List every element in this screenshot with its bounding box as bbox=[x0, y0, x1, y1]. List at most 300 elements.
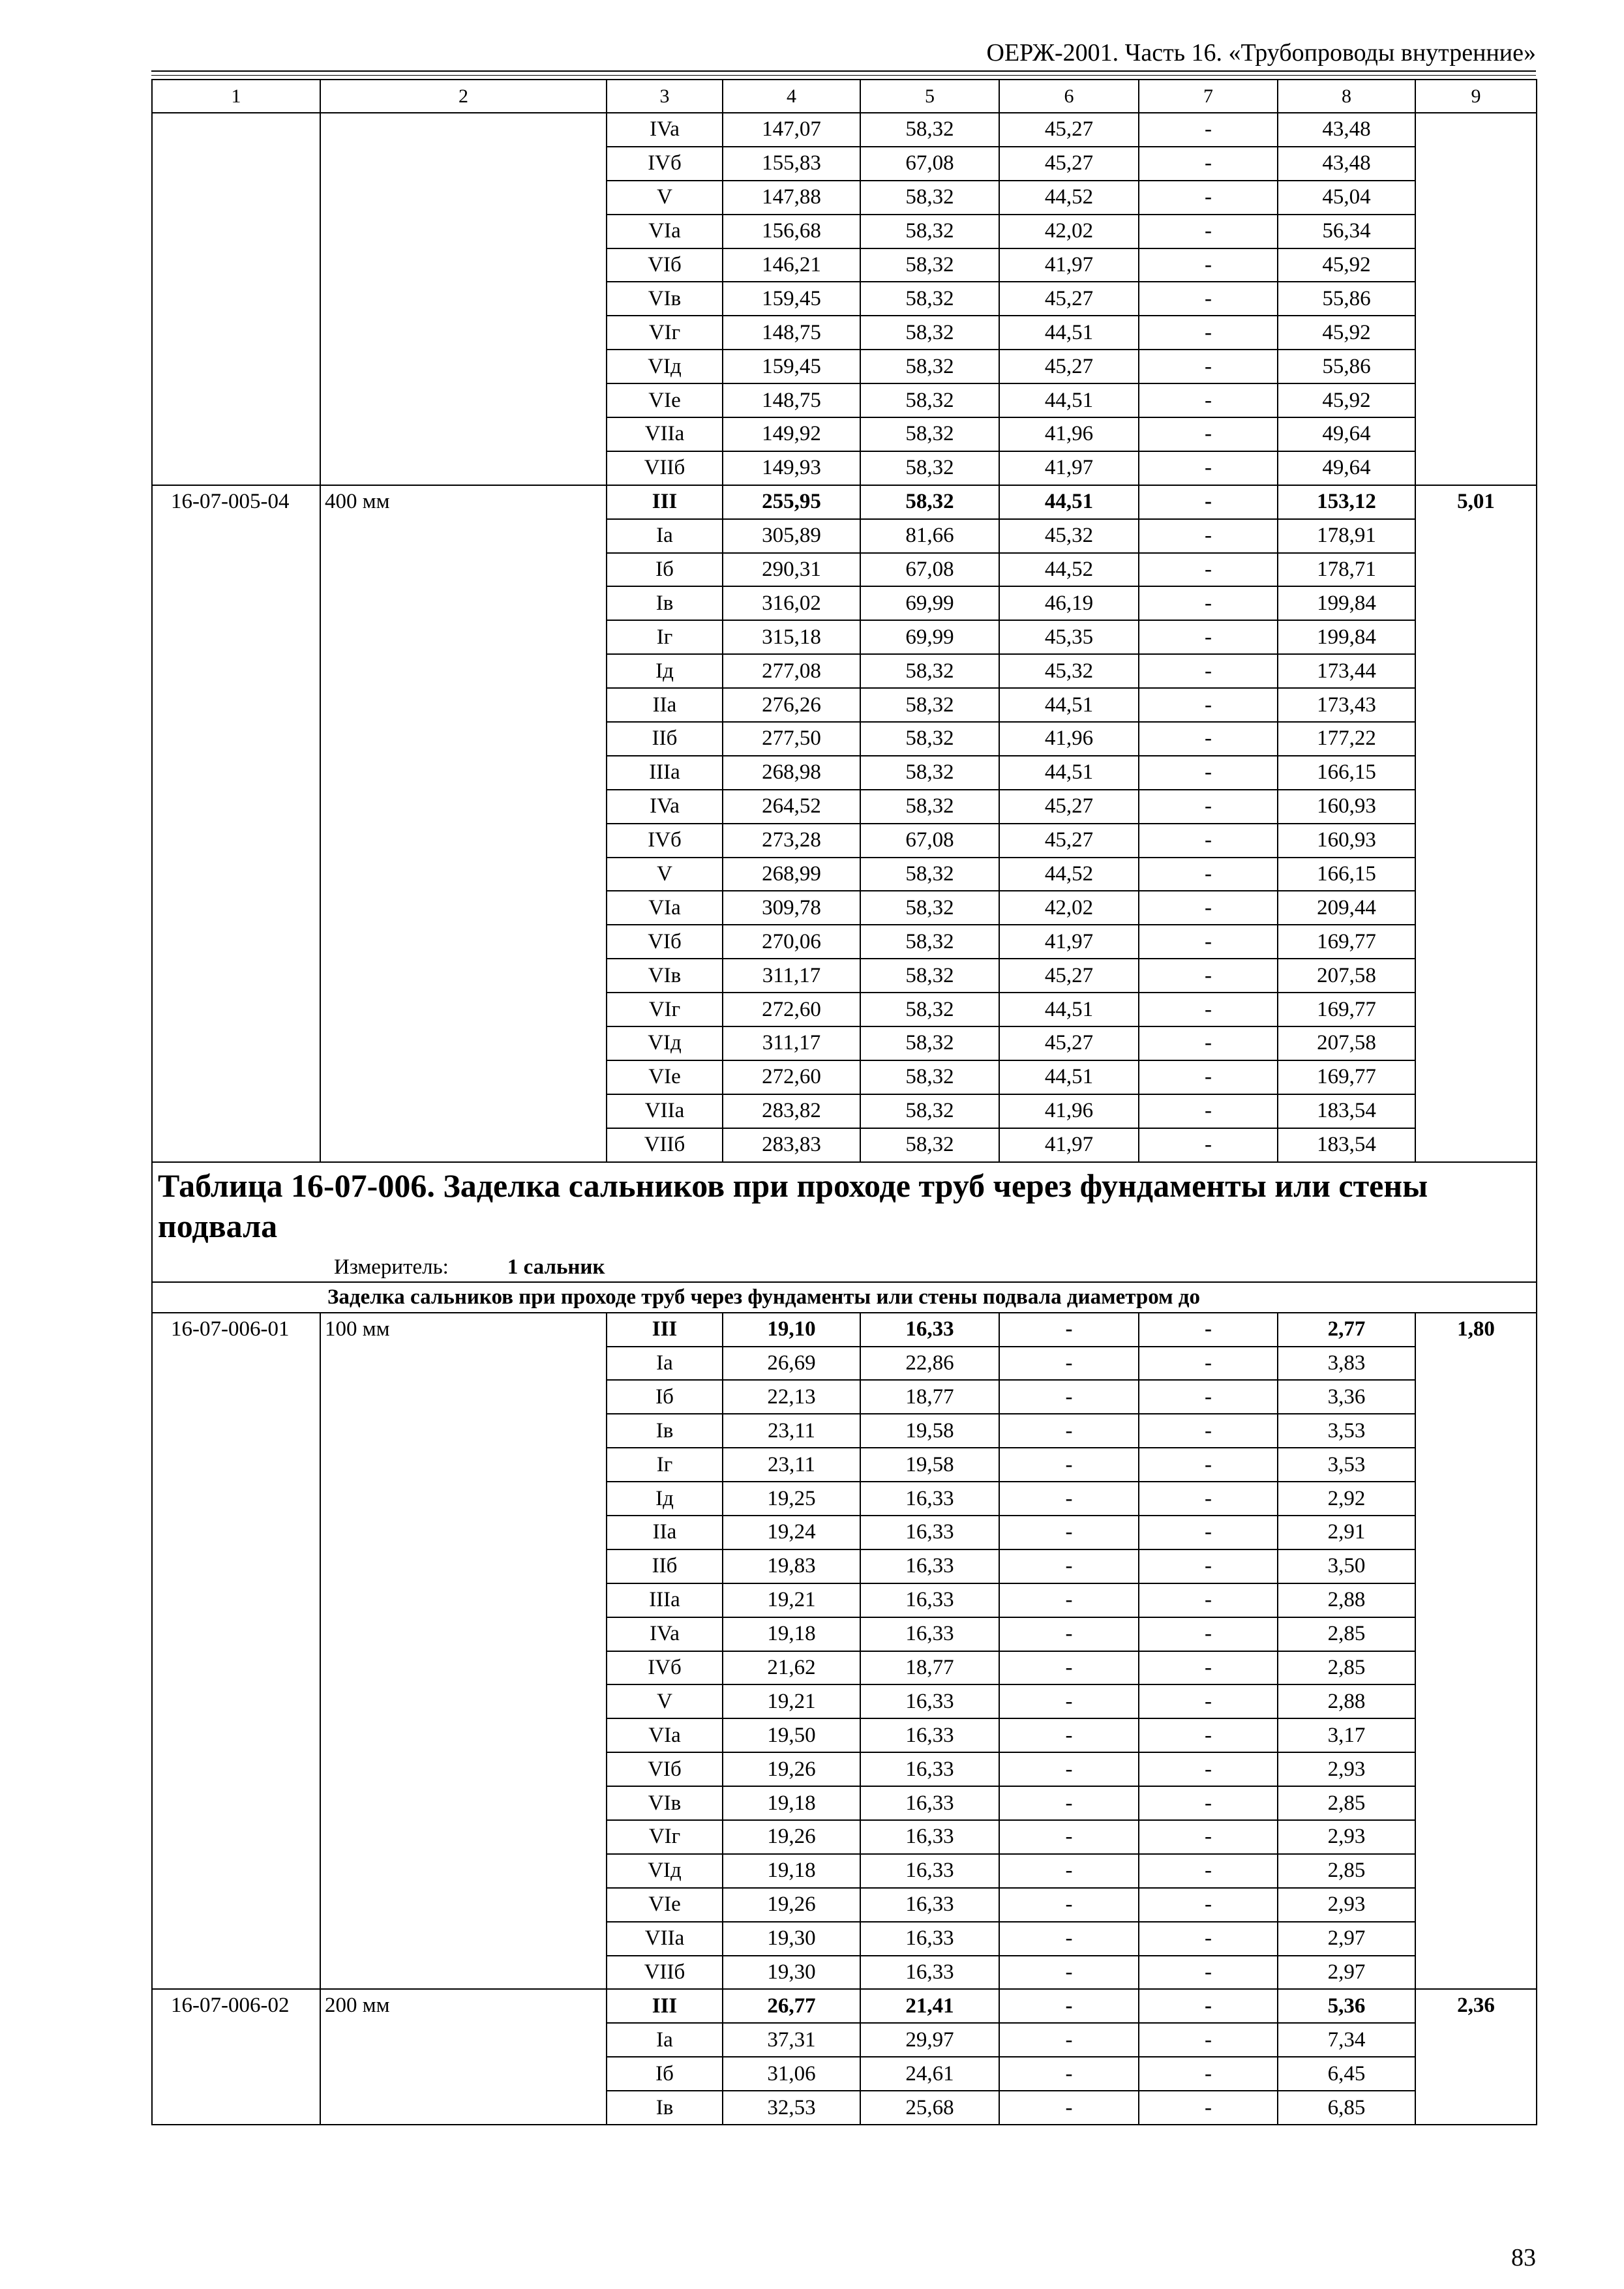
cell-col-5: 58,32 bbox=[860, 215, 999, 248]
cell-col-4: 19,50 bbox=[723, 1718, 860, 1752]
cell-col-6: 44,51 bbox=[999, 993, 1139, 1026]
cell-col-4: 146,21 bbox=[723, 248, 860, 282]
cell-col-5: 16,33 bbox=[860, 1516, 999, 1549]
rate-code: 16-07-006-01 bbox=[152, 1313, 320, 1990]
cell-col-3: V bbox=[607, 858, 723, 891]
cell-col-8: 2,85 bbox=[1278, 1854, 1415, 1888]
cell-col-7: - bbox=[1139, 181, 1278, 215]
cell-col-4: 19,30 bbox=[723, 1922, 860, 1956]
cell-col-5: 58,32 bbox=[860, 181, 999, 215]
cell-col-3: VIe bbox=[607, 1888, 723, 1922]
cell-col-7: - bbox=[1139, 824, 1278, 858]
cell-col-3: Iб bbox=[607, 2057, 723, 2091]
cell-col-5: 58,32 bbox=[860, 688, 999, 722]
cell-col-7: - bbox=[1139, 1956, 1278, 1990]
column-number-row bbox=[152, 80, 1537, 113]
cell-col-4: 159,45 bbox=[723, 350, 860, 383]
cell-col-6: 41,96 bbox=[999, 722, 1139, 756]
cell-col-6: - bbox=[999, 1549, 1139, 1583]
cell-col-4: 272,60 bbox=[723, 993, 860, 1026]
cell-col-7: - bbox=[1139, 1786, 1278, 1820]
cell-col-3: IVб bbox=[607, 1651, 723, 1685]
cell-col-8: 45,92 bbox=[1278, 316, 1415, 350]
cell-col-7: - bbox=[1139, 1684, 1278, 1718]
cell-col-4: 32,53 bbox=[723, 2091, 860, 2125]
cell-col-8: 45,92 bbox=[1278, 383, 1415, 417]
cell-col-6: - bbox=[999, 1989, 1139, 2023]
cell-col-6: 45,27 bbox=[999, 790, 1139, 824]
cell-col-4: 149,92 bbox=[723, 417, 860, 451]
cell-col-3: VIa bbox=[607, 1718, 723, 1752]
cell-col-3: III bbox=[607, 1313, 723, 1347]
cell-col-7: - bbox=[1139, 891, 1278, 925]
cell-col-7: - bbox=[1139, 451, 1278, 485]
column-number: 7 bbox=[1139, 80, 1278, 113]
cell-col-5: 16,33 bbox=[860, 1684, 999, 1718]
cell-col-3: IVa bbox=[607, 113, 723, 147]
cell-col-3: IVa bbox=[607, 790, 723, 824]
cell-col-8: 43,48 bbox=[1278, 147, 1415, 181]
cell-col-4: 148,75 bbox=[723, 383, 860, 417]
cell-col-7: - bbox=[1139, 688, 1278, 722]
cell-col-7: - bbox=[1139, 113, 1278, 147]
cell-col-6: - bbox=[999, 1888, 1139, 1922]
cell-col-8: 45,04 bbox=[1278, 181, 1415, 215]
cell-col-4: 21,62 bbox=[723, 1651, 860, 1685]
cell-col-3: VIe bbox=[607, 383, 723, 417]
cell-col-8: 209,44 bbox=[1278, 891, 1415, 925]
cell-col-6: 44,51 bbox=[999, 1060, 1139, 1094]
labor-cost: 1,80 bbox=[1415, 1313, 1537, 1990]
cell-col-4: 23,11 bbox=[723, 1414, 860, 1448]
cell-col-8: 2,88 bbox=[1278, 1684, 1415, 1718]
cell-col-8: 6,85 bbox=[1278, 2091, 1415, 2125]
cell-col-4: 23,11 bbox=[723, 1448, 860, 1482]
cell-col-4: 283,82 bbox=[723, 1094, 860, 1128]
cell-col-7: - bbox=[1139, 586, 1278, 620]
cell-col-8: 207,58 bbox=[1278, 959, 1415, 993]
cell-col-3: VIб bbox=[607, 1752, 723, 1786]
cell-col-7: - bbox=[1139, 722, 1278, 756]
cell-col-8: 199,84 bbox=[1278, 620, 1415, 654]
cell-col-5: 58,32 bbox=[860, 925, 999, 959]
cell-col-4: 19,26 bbox=[723, 1820, 860, 1854]
cell-col-7: - bbox=[1139, 1617, 1278, 1651]
cell-col-7: - bbox=[1139, 1888, 1278, 1922]
cell-col-8: 183,54 bbox=[1278, 1128, 1415, 1162]
cell-col-5: 18,77 bbox=[860, 1651, 999, 1685]
cell-col-3: VIд bbox=[607, 1854, 723, 1888]
cell-col-5: 58,32 bbox=[860, 282, 999, 316]
cell-col-3: VIe bbox=[607, 1060, 723, 1094]
cell-col-7: - bbox=[1139, 553, 1278, 587]
cell-col-3: VIIa bbox=[607, 1094, 723, 1128]
cell-col-7: - bbox=[1139, 282, 1278, 316]
cell-col-7: - bbox=[1139, 1854, 1278, 1888]
cell-col-5: 58,32 bbox=[860, 316, 999, 350]
labor-cost: 2,36 bbox=[1415, 1989, 1537, 2125]
table-title-row bbox=[152, 1162, 1537, 1282]
cell-col-3: Iб bbox=[607, 553, 723, 587]
cell-col-4: 268,98 bbox=[723, 756, 860, 790]
cell-col-8: 7,34 bbox=[1278, 2023, 1415, 2057]
cell-col-5: 16,33 bbox=[860, 1313, 999, 1347]
cell-col-5: 18,77 bbox=[860, 1380, 999, 1414]
cell-col-7: - bbox=[1139, 519, 1278, 553]
cell-col-5: 16,33 bbox=[860, 1752, 999, 1786]
extra-cell-empty bbox=[1415, 113, 1537, 485]
cell-col-7: - bbox=[1139, 993, 1278, 1026]
cell-col-5: 16,33 bbox=[860, 1718, 999, 1752]
cell-col-4: 147,07 bbox=[723, 113, 860, 147]
cell-col-5: 21,41 bbox=[860, 1989, 999, 2023]
cell-col-4: 31,06 bbox=[723, 2057, 860, 2091]
cell-col-4: 311,17 bbox=[723, 959, 860, 993]
cell-col-3: VIIб bbox=[607, 451, 723, 485]
column-number: 4 bbox=[723, 80, 860, 113]
cell-col-5: 22,86 bbox=[860, 1347, 999, 1381]
cell-col-6: 41,96 bbox=[999, 1094, 1139, 1128]
cell-col-4: 305,89 bbox=[723, 519, 860, 553]
cell-col-8: 160,93 bbox=[1278, 824, 1415, 858]
cell-col-6: 44,52 bbox=[999, 553, 1139, 587]
cell-col-4: 147,88 bbox=[723, 181, 860, 215]
cell-col-7: - bbox=[1139, 1718, 1278, 1752]
table-subtitle: Заделка сальников при проходе труб через фундаменты или стены подвала диаметром до bbox=[152, 1282, 1537, 1313]
cell-col-8: 169,77 bbox=[1278, 925, 1415, 959]
table-row bbox=[152, 1313, 1537, 1347]
cell-col-8: 3,50 bbox=[1278, 1549, 1415, 1583]
cell-col-6: - bbox=[999, 1583, 1139, 1617]
cell-col-7: - bbox=[1139, 1482, 1278, 1516]
cell-col-5: 19,58 bbox=[860, 1448, 999, 1482]
cell-col-3: VIг bbox=[607, 1820, 723, 1854]
cell-col-4: 315,18 bbox=[723, 620, 860, 654]
cell-col-8: 178,71 bbox=[1278, 553, 1415, 587]
cell-col-7: - bbox=[1139, 1060, 1278, 1094]
cell-col-8: 178,91 bbox=[1278, 519, 1415, 553]
cell-col-4: 19,21 bbox=[723, 1684, 860, 1718]
cell-col-8: 166,15 bbox=[1278, 858, 1415, 891]
cell-col-8: 43,48 bbox=[1278, 113, 1415, 147]
cell-col-3: Iг bbox=[607, 1448, 723, 1482]
cell-col-5: 58,32 bbox=[860, 417, 999, 451]
cell-col-4: 22,13 bbox=[723, 1380, 860, 1414]
cell-col-5: 58,32 bbox=[860, 113, 999, 147]
table-title-cell bbox=[152, 1162, 1537, 1282]
cell-col-7: - bbox=[1139, 417, 1278, 451]
cell-col-7: - bbox=[1139, 790, 1278, 824]
cell-col-5: 58,32 bbox=[860, 654, 999, 688]
cell-col-6: - bbox=[999, 1651, 1139, 1685]
cell-col-5: 16,33 bbox=[860, 1820, 999, 1854]
cell-col-6: - bbox=[999, 1820, 1139, 1854]
cell-col-3: V bbox=[607, 181, 723, 215]
cell-col-4: 19,21 bbox=[723, 1583, 860, 1617]
cell-col-8: 49,64 bbox=[1278, 451, 1415, 485]
cell-col-7: - bbox=[1139, 2023, 1278, 2057]
cell-col-8: 160,93 bbox=[1278, 790, 1415, 824]
cell-col-6: 45,35 bbox=[999, 620, 1139, 654]
cell-col-4: 276,26 bbox=[723, 688, 860, 722]
cell-col-6: - bbox=[999, 1482, 1139, 1516]
cell-col-4: 155,83 bbox=[723, 147, 860, 181]
cell-col-8: 2,92 bbox=[1278, 1482, 1415, 1516]
cell-col-3: VIa bbox=[607, 891, 723, 925]
cell-col-8: 2,91 bbox=[1278, 1516, 1415, 1549]
rate-description: 200 мм bbox=[320, 1989, 607, 2125]
cell-col-3: VIд bbox=[607, 350, 723, 383]
cell-col-8: 153,12 bbox=[1278, 485, 1415, 519]
cell-col-6: 44,51 bbox=[999, 316, 1139, 350]
cell-col-6: - bbox=[999, 1414, 1139, 1448]
cell-col-7: - bbox=[1139, 1026, 1278, 1060]
cell-col-6: 41,97 bbox=[999, 1128, 1139, 1162]
cell-col-8: 166,15 bbox=[1278, 756, 1415, 790]
cell-col-6: 45,27 bbox=[999, 1026, 1139, 1060]
cell-col-4: 149,93 bbox=[723, 451, 860, 485]
code-cell-empty bbox=[152, 113, 320, 485]
cell-col-4: 277,50 bbox=[723, 722, 860, 756]
cell-col-4: 311,17 bbox=[723, 1026, 860, 1060]
cell-col-5: 69,99 bbox=[860, 586, 999, 620]
cell-col-5: 29,97 bbox=[860, 2023, 999, 2057]
cell-col-5: 58,32 bbox=[860, 451, 999, 485]
cell-col-8: 177,22 bbox=[1278, 722, 1415, 756]
cell-col-6: 42,02 bbox=[999, 215, 1139, 248]
cell-col-3: VIб bbox=[607, 248, 723, 282]
cell-col-6: 45,32 bbox=[999, 519, 1139, 553]
header-rule bbox=[151, 75, 1536, 76]
measure-label: Измеритель: bbox=[334, 1255, 449, 1279]
table-body bbox=[152, 80, 1537, 2125]
cell-col-6: - bbox=[999, 1922, 1139, 1956]
cell-col-3: Iд bbox=[607, 1482, 723, 1516]
cell-col-5: 16,33 bbox=[860, 1549, 999, 1583]
column-number: 5 bbox=[860, 80, 999, 113]
cell-col-3: Iв bbox=[607, 1414, 723, 1448]
cell-col-6: 45,27 bbox=[999, 147, 1139, 181]
cell-col-7: - bbox=[1139, 756, 1278, 790]
cell-col-5: 58,32 bbox=[860, 485, 999, 519]
cell-col-5: 58,32 bbox=[860, 350, 999, 383]
cell-col-3: IVa bbox=[607, 1617, 723, 1651]
cell-col-6: - bbox=[999, 1313, 1139, 1347]
cell-col-3: Iб bbox=[607, 1380, 723, 1414]
cell-col-6: - bbox=[999, 1752, 1139, 1786]
cell-col-7: - bbox=[1139, 485, 1278, 519]
cell-col-8: 2,85 bbox=[1278, 1786, 1415, 1820]
cell-col-6: 41,97 bbox=[999, 248, 1139, 282]
cell-col-7: - bbox=[1139, 1549, 1278, 1583]
measure-value: 1 сальник bbox=[507, 1255, 605, 1279]
cell-col-6: - bbox=[999, 1956, 1139, 1990]
cell-col-4: 156,68 bbox=[723, 215, 860, 248]
cell-col-5: 16,33 bbox=[860, 1956, 999, 1990]
cell-col-5: 58,32 bbox=[860, 858, 999, 891]
column-number: 6 bbox=[999, 80, 1139, 113]
cell-col-4: 19,26 bbox=[723, 1752, 860, 1786]
cell-col-3: VIв bbox=[607, 1786, 723, 1820]
cell-col-3: IVб bbox=[607, 147, 723, 181]
cell-col-8: 199,84 bbox=[1278, 586, 1415, 620]
cell-col-3: Ia bbox=[607, 519, 723, 553]
cell-col-7: - bbox=[1139, 925, 1278, 959]
cell-col-8: 5,36 bbox=[1278, 1989, 1415, 2023]
cell-col-4: 26,69 bbox=[723, 1347, 860, 1381]
cell-col-3: IIIa bbox=[607, 1583, 723, 1617]
cell-col-3: IIa bbox=[607, 1516, 723, 1549]
cell-col-8: 2,97 bbox=[1278, 1922, 1415, 1956]
cell-col-3: VIв bbox=[607, 959, 723, 993]
cell-col-4: 309,78 bbox=[723, 891, 860, 925]
cell-col-6: - bbox=[999, 2091, 1139, 2125]
cell-col-7: - bbox=[1139, 215, 1278, 248]
cell-col-7: - bbox=[1139, 858, 1278, 891]
cell-col-8: 3,53 bbox=[1278, 1414, 1415, 1448]
cell-col-7: - bbox=[1139, 2091, 1278, 2125]
column-number: 8 bbox=[1278, 80, 1415, 113]
cell-col-6: 45,27 bbox=[999, 959, 1139, 993]
table-row bbox=[152, 1989, 1537, 2023]
cell-col-7: - bbox=[1139, 1516, 1278, 1549]
cell-col-4: 270,06 bbox=[723, 925, 860, 959]
cell-col-7: - bbox=[1139, 1128, 1278, 1162]
column-number: 1 bbox=[152, 80, 320, 113]
cell-col-6: - bbox=[999, 1347, 1139, 1381]
cell-col-8: 56,34 bbox=[1278, 215, 1415, 248]
cell-col-3: IIa bbox=[607, 688, 723, 722]
cell-col-5: 16,33 bbox=[860, 1888, 999, 1922]
cell-col-8: 173,44 bbox=[1278, 654, 1415, 688]
cell-col-7: - bbox=[1139, 1752, 1278, 1786]
cell-col-7: - bbox=[1139, 1448, 1278, 1482]
cell-col-4: 19,30 bbox=[723, 1956, 860, 1990]
cell-col-5: 58,32 bbox=[860, 722, 999, 756]
cell-col-6: - bbox=[999, 2057, 1139, 2091]
cell-col-5: 67,08 bbox=[860, 824, 999, 858]
cell-col-3: VIIб bbox=[607, 1956, 723, 1990]
cell-col-3: III bbox=[607, 485, 723, 519]
cell-col-8: 3,53 bbox=[1278, 1448, 1415, 1482]
cell-col-5: 58,32 bbox=[860, 1060, 999, 1094]
cell-col-5: 16,33 bbox=[860, 1583, 999, 1617]
cell-col-8: 3,83 bbox=[1278, 1347, 1415, 1381]
cell-col-7: - bbox=[1139, 248, 1278, 282]
cell-col-6: 44,51 bbox=[999, 756, 1139, 790]
cell-col-7: - bbox=[1139, 1380, 1278, 1414]
cell-col-7: - bbox=[1139, 147, 1278, 181]
cell-col-3: VIв bbox=[607, 282, 723, 316]
cell-col-6: 44,52 bbox=[999, 181, 1139, 215]
desc-cell-empty bbox=[320, 113, 607, 485]
measure-line bbox=[158, 1253, 1531, 1281]
cell-col-6: 41,96 bbox=[999, 417, 1139, 451]
cell-col-7: - bbox=[1139, 316, 1278, 350]
cell-col-6: - bbox=[999, 1448, 1139, 1482]
cell-col-5: 58,32 bbox=[860, 891, 999, 925]
cell-col-3: Ia bbox=[607, 2023, 723, 2057]
cell-col-8: 2,93 bbox=[1278, 1752, 1415, 1786]
cell-col-7: - bbox=[1139, 1094, 1278, 1128]
running-header: ОЕРЖ-2001. Часть 16. «Трубопроводы внутренние» bbox=[151, 37, 1536, 72]
cell-col-5: 58,32 bbox=[860, 790, 999, 824]
cell-col-7: - bbox=[1139, 1989, 1278, 2023]
cell-col-3: Iд bbox=[607, 654, 723, 688]
cell-col-6: 45,32 bbox=[999, 654, 1139, 688]
cell-col-8: 3,36 bbox=[1278, 1380, 1415, 1414]
cell-col-8: 169,77 bbox=[1278, 1060, 1415, 1094]
cell-col-6: 45,27 bbox=[999, 824, 1139, 858]
cell-col-4: 19,18 bbox=[723, 1617, 860, 1651]
cell-col-4: 19,10 bbox=[723, 1313, 860, 1347]
cell-col-3: Iг bbox=[607, 620, 723, 654]
rates-table bbox=[151, 79, 1537, 2125]
labor-cost: 5,01 bbox=[1415, 485, 1537, 1162]
cell-col-3: Iв bbox=[607, 586, 723, 620]
page-number: 83 bbox=[1511, 2244, 1536, 2271]
cell-col-4: 277,08 bbox=[723, 654, 860, 688]
cell-col-7: - bbox=[1139, 2057, 1278, 2091]
cell-col-8: 55,86 bbox=[1278, 350, 1415, 383]
cell-col-5: 16,33 bbox=[860, 1482, 999, 1516]
cell-col-6: 41,97 bbox=[999, 925, 1139, 959]
rate-code: 16-07-006-02 bbox=[152, 1989, 320, 2125]
cell-col-6: 44,51 bbox=[999, 688, 1139, 722]
cell-col-8: 2,85 bbox=[1278, 1617, 1415, 1651]
cell-col-5: 24,61 bbox=[860, 2057, 999, 2091]
column-number: 9 bbox=[1415, 80, 1537, 113]
cell-col-5: 25,68 bbox=[860, 2091, 999, 2125]
cell-col-6: 45,27 bbox=[999, 350, 1139, 383]
cell-col-8: 6,45 bbox=[1278, 2057, 1415, 2091]
cell-col-7: - bbox=[1139, 1922, 1278, 1956]
cell-col-4: 283,83 bbox=[723, 1128, 860, 1162]
cell-col-6: 46,19 bbox=[999, 586, 1139, 620]
cell-col-4: 272,60 bbox=[723, 1060, 860, 1094]
cell-col-7: - bbox=[1139, 350, 1278, 383]
cell-col-8: 169,77 bbox=[1278, 993, 1415, 1026]
cell-col-5: 58,32 bbox=[860, 959, 999, 993]
cell-col-4: 19,24 bbox=[723, 1516, 860, 1549]
cell-col-3: IVб bbox=[607, 824, 723, 858]
cell-col-8: 45,92 bbox=[1278, 248, 1415, 282]
cell-col-4: 159,45 bbox=[723, 282, 860, 316]
cell-col-7: - bbox=[1139, 383, 1278, 417]
cell-col-5: 81,66 bbox=[860, 519, 999, 553]
cell-col-5: 58,32 bbox=[860, 1128, 999, 1162]
cell-col-7: - bbox=[1139, 1414, 1278, 1448]
cell-col-3: III bbox=[607, 1989, 723, 2023]
cell-col-6: 45,27 bbox=[999, 113, 1139, 147]
cell-col-8: 2,93 bbox=[1278, 1888, 1415, 1922]
cell-col-3: VIIб bbox=[607, 1128, 723, 1162]
cell-col-3: IIIa bbox=[607, 756, 723, 790]
cell-col-5: 58,32 bbox=[860, 383, 999, 417]
cell-col-5: 16,33 bbox=[860, 1617, 999, 1651]
cell-col-5: 69,99 bbox=[860, 620, 999, 654]
column-number: 2 bbox=[320, 80, 607, 113]
cell-col-4: 316,02 bbox=[723, 586, 860, 620]
cell-col-5: 16,33 bbox=[860, 1854, 999, 1888]
table-subtitle-row bbox=[152, 1282, 1537, 1313]
cell-col-4: 19,25 bbox=[723, 1482, 860, 1516]
cell-col-6: 45,27 bbox=[999, 282, 1139, 316]
rate-code: 16-07-005-04 bbox=[152, 485, 320, 1162]
cell-col-8: 2,77 bbox=[1278, 1313, 1415, 1347]
cell-col-6: 42,02 bbox=[999, 891, 1139, 925]
cell-col-3: VIa bbox=[607, 215, 723, 248]
